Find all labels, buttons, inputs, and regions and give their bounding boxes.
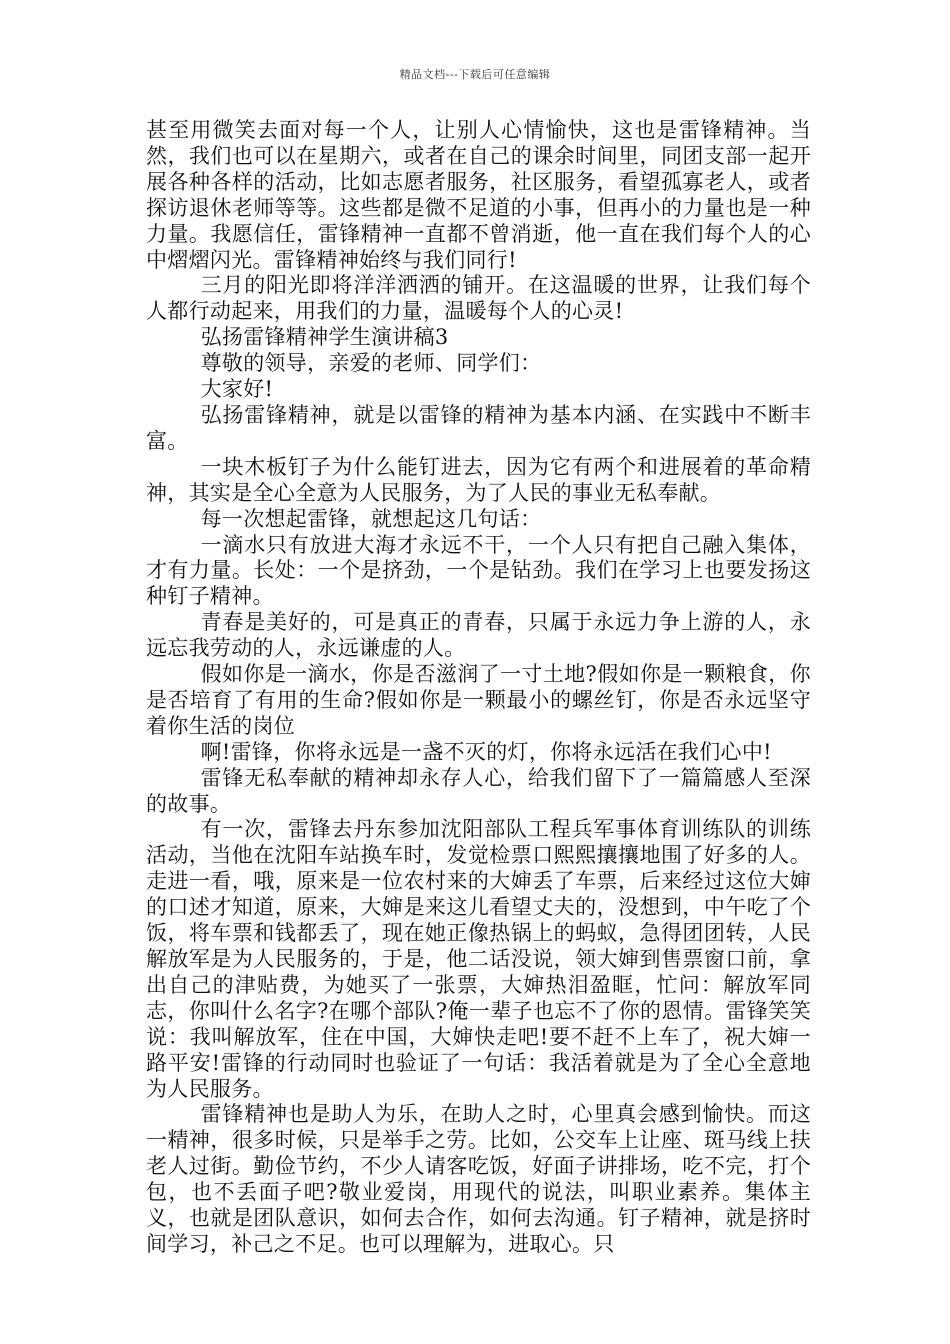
section-title: 弘扬雷锋精神学生演讲稿3 [200, 325, 449, 350]
page-header: 精品文档---下载后可任意编辑 [399, 68, 551, 81]
paragraph: 一块木板钉子为什么能钉进去，因为它有两个和进展着的革命精神，其实是全心全意为人民服务，为了人民的事业无私奉献。 [146, 454, 811, 505]
paragraph: 一滴水只有放进大海才永远不干，一个人只有把自己融入集体，才有力量。长处：一个是挤劲，一个是钻劲。我们在学习上也要发扬这种钉子精神。 [146, 532, 811, 609]
paragraph: 雷锋精神也是助人为乐，在助人之时，心里真会感到愉快。而这一精神，很多时候，只是举手之劳。比如，公交车上让座、斑马线上扶老人过街。勤俭节约，不少人请客吃饭，好面子讲排场，吃不完，打个包，也不丢面子吧?敬业爱岗，用现代的说法，叫职业素养。集体主义，也就是团队意识，如何去合作，如何去沟通。钉子精神，就是挤时间学习，补己之不足。也可以理解为，进取心。只 [146, 1102, 811, 1256]
paragraph: 弘扬雷锋精神，就是以雷锋的精神为基本内涵、在实践中不断丰富。 [146, 402, 811, 453]
paragraph: 假如你是一滴水，你是否滋润了一寸土地?假如你是一颗粮食，你是否培育了有用的生命?假如你是一颗最小的螺丝钉，你是否永远坚守着你生活的岗位 [146, 662, 811, 738]
paragraph: 甚至用微笑去面对每一个人，让别人心情愉快，这也是雷锋精神。当然，我们也可以在星期六，或者在自己的课余时间里，同团支部一起开展各种各样的活动，比如志愿者服务，社区服务，看望孤寡老人，或者探访退休老师等等。这些都是微不足道的小事，但再小的力量也是一种力量。我愿信任，雷锋精神一直都不曾消逝，他一直在我们每个人的心中熠熠闪光。雷锋精神始终与我们同行! [146, 118, 811, 272]
greeting: 大家好! [200, 377, 274, 402]
paragraph: 有一次，雷锋去丹东参加沈阳部队工程兵军事体育训练队的训练活动，当他在沈阳车站换车时，发觉检票口熙熙攘攘地围了好多的人。走进一看，哦，原来是一位农村来的大婶丢了车票，后来经过这位大婶的口述才知道，原来，大婶是来这儿看望丈夫的，没想到，中午吃了个饭，将车票和钱都丢了，现在她正像热锅上的蚂蚁，急得团团转，人民解放军是为人民服务的，于是，他二话没说，领大婶到售票窗口前，拿出自己的津贴费，为她买了一张票，大婶热泪盈眶，忙问：解放军同志，你叫什么名字?在哪个部队?俺一辈子也忘不了你的恩情。雷锋笑笑说：我叫解放军，住在中国，大婶快走吧!要不赶不上车了，祝大婶一路平安!雷锋的行动同时也验证了一句话：我活着就是为了全心全意地为人民服务。 [146, 817, 811, 1101]
paragraph: 青春是美好的，可是真正的青春，只属于永远力争上游的人，永远忘我劳动的人，永远谦虚的人。 [146, 610, 811, 661]
paragraph: 三月的阳光即将洋洋洒洒的铺开。在这温暖的世界，让我们每个人都行动起来，用我们的力量，温暖每个人的心灵! [146, 273, 811, 324]
paragraph: 每一次想起雷锋，就想起这几句话： [200, 506, 542, 531]
document-body [146, 118, 811, 1258]
paragraph: 啊!雷锋，你将永远是一盏不灭的灯，你将永远活在我们心中! [200, 739, 772, 764]
salutation: 尊敬的领导，亲爱的老师、同学们： [200, 351, 542, 376]
paragraph: 雷锋无私奉献的精神却永存人心，给我们留下了一篇篇感人至深的故事。 [146, 765, 811, 816]
